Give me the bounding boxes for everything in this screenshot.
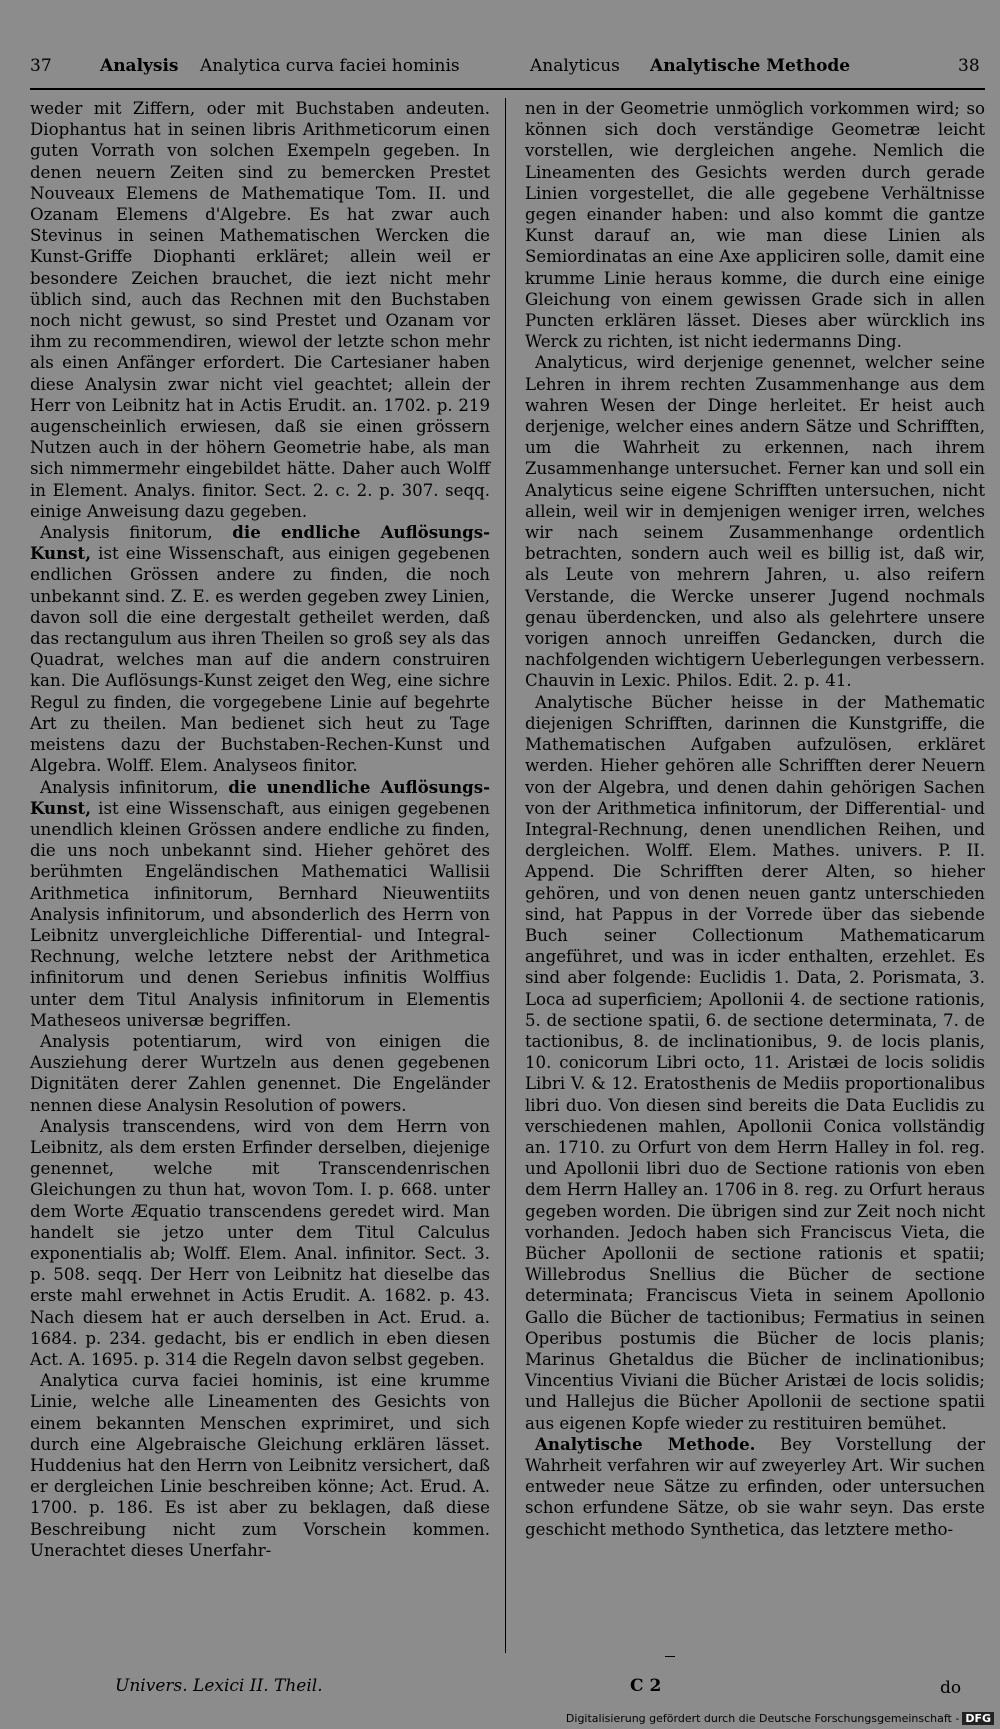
entry-lemma: Analytische Bücher [535,692,712,712]
page-footer [30,1676,985,1706]
entry-gloss: Analytische Methode. [535,1433,756,1454]
right-page-number: 38 [958,56,980,76]
entry-text: wird von einigen die Ausziehung derer Wurtzeln aus denen gegebenen Dignitäten derer Zahlen genennet. Die Engeländer nennen diese Analysin Resolution of powers. [30,1031,490,1115]
entry-text: nen in der Geometrie unmöglich vorkommen wird; so können sich doch verständige Geometræ leicht vorstellen, wie dergleichen angehe. Nemlich die Lineamenten des Gesichts werden durch gerade Linien vorgestellet, die alle gegebene Verhältnisse gegen einander haben: und also kommt die gantze Kunst darauf an, wie man diese Linien als Semiordinatas an eine Axe appliciren solle, damit eine krumme Linie heraus komme, die durch eine einige Gleichung von einem gewissen Grade sich in allen Puncten erklären lässet. Dieses aber würcklich ins Werck zu richten, ist nicht iedermanns Ding. [525,99,985,352]
entry-paragraph [30,1116,490,1370]
left-head-title: Analytica curva faciei hominis [200,56,460,76]
right-column [525,98,985,1540]
entry-paragraph [525,692,985,1434]
entry-paragraph [525,98,985,352]
column-divider [505,98,506,1653]
entry-paragraph [30,1370,490,1561]
entry-text: wird derjenige genennet, welcher seine Lehren in ihrem rechten Zusammenhange aus dem wahren Wesen der Dinge herleitet. Er heist auch derjenige, welcher eines andern Sätze und Schrifften, um die Wahrheit zu erkennen, nach ihrem Zusammenhange untersuchet. Ferner kan und soll ein Analyticus seine eigene Schrifften untersuchen, nicht allein, weil wir in demjenigen weniger irren, welches wir nach seinem Zusammenhange ordentlich betrachten, sondern auch weil es billig ist, daß wir, als Leute von mehrern Jahren, u. also reifern Verstande, die Wercke unserer Jugend nochmals genau überdencken, und also als gelehrtere unsere vorigen annoch unreiffen Gedancken, durch die nachfolgenden wichtigern Ueberlegungen verbessern. Chauvin in Lexic. Philos. Edit. 2. p. 41. [525,353,985,691]
entry-paragraph [30,1031,490,1116]
left-head-word: Analysis [100,56,179,76]
entry-text: ist eine krumme Linie, welche alle Lineamenten des Gesichts von einem bekannten Menschen exprimiret, und sich durch eine Algebraische Gleichung erklären lässet. Huddenius hat den Herrn von Leibnitz versichert, daß er dergleichen Linie beschreiben könne; Act. Erud. A. 1700. p. 186. Es ist aber zu beklagen, daß diese Beschreibung nicht zum Vorschein kommen. Unerachtet dieses Unerfahr- [30,1371,490,1560]
left-column [30,98,490,1561]
entry-lemma: Analysis finitorum, [40,523,213,543]
entry-paragraph [525,1434,985,1540]
entry-paragraph [30,777,490,1031]
entry-text: heisse in der Mathematic diejenigen Schrifften, darinnen die Kunstgriffe, die Mathematischen Aufgaben aufzulösen, erkläret werden. Hieher gehören alle Schrifften derer Neuern von der Algebra, und denen dahin gehörigen Sachen von der Arithmetica infinitorum, der Differential- und Integral-Rechnung, denen unendlichen Reihen, und dergleichen. Wolff. Elem. Mathes. univers. P. II. Append. Die Schrifften derer Alten, so hieher gehören, und von denen neuen gantz unterschieden sind, hat Pappus in der Vorrede über das siebende Buch seiner Collectionum Mathematicarum angeführet, und was in icder enthalten, erzehlet. Es sind aber folgende: Euclidis 1. Data, 2. Porismata, 3. Loca ad superficiem; Apollonii 4. de sectione rationis, 5. de sectione spatii, 6. de sectione determinata, 7. de tactionibus, 8. de inclinationibus, 9. de locis planis, 10. conicorum Libri octo, 11. Aristæi de locis solidis Libri V. & 12. Eratosthenis de Mediis proportionalibus libri duo. Von diesen sind bereits die Data Euclidis zu verschiedenen mahlen, Apollonii Conica vollständig an. 1710. zu Orfurt von dem Herrn Halley in fol. reg. und Apollonii libri duo de Sectione rationis von eben dem Herrn Halley an. 1706 in 8. reg. zu Orfurt heraus gegeben worden. Die übrigen sind zur Zeit noch nicht vorhanden. Jedoch haben sich Franciscus Vieta, die Bücher Apollonii de sectione rationis et spatii; Willebrodus Snellius die Bücher de sectione determinata; Franciscus Vieta in seinem Apollonio Gallo die Bücher de tactionibus; Fermatius in seinen Operibus postumis die Bücher de locis planis; Marinus Ghetaldus die Bücher de inclinationibus; Vincentius Viviani die Bücher Aristæi de locis solidis; und Hallejus die Bücher Apollonii de sectione spatii aus eigenen Kopfe wieder zu restituiren bemühet. [525,692,985,1433]
entry-text: Bey Vorstellung der Wahrheit verfahren wir auf zweyerley Art. Wir suchen entweder neue Sätze zu erfinden, oder untersuchen schon erfundene Sätze, ob sie wahr seyn. Das erste geschicht methodo Synthetica, das letztere metho- [525,1434,985,1539]
signature-line: Univers. Lexici II. Theil. [115,1676,323,1696]
dfg-logo: DFG [962,1712,994,1725]
entry-lemma: Analysis transcendens, [40,1116,241,1136]
entry-lemma: Analysis infinitorum, [40,777,219,797]
entry-paragraph [30,98,490,522]
digitization-credit [566,1712,994,1725]
entry-lemma: Analytica curva faciei hominis, [40,1371,324,1391]
entry-text: ist eine Wissenschaft, aus einigen gegebenen unendlich kleinen Grössen andere endliche zu finden, die uns noch unbekannt sind. Hieher gehöret des berühmten Engeländischen Mathematici Wallisii Arithmetica infinitorum, Bernhard Nieuwentiits Analysis infinitorum, und absonderlich des Herrn von Leibnitz unvergleichliche Differential- und Integral-Rechnung, welche letztere nebst der Arithmetica infinitorum und denen Seriebus infinitis Wolffius unter dem Titul Analysis infinitorum in Elementis Matheseos universæ begriffen. [30,798,490,1030]
book-page [30,48,985,1698]
entry-text: ist eine Wissenschaft, aus einigen gegebenen endlichen Grössen andere zu finden, die noch unbekannt sind. Z. E. es werden gegeben zwey Linien, davon soll die eine dergestalt getheilet werden, daß das rectangulum aus ihren Theilen so groß sey als das Quadrat, welches man auf die andern construiren kan. Die Auflösungs-Kunst zeiget den Weg, eine sichre Regul zu finden, die vorgegebene Linie auf begehrte Art zu theilen. Man bedienet sich heut zu Tage meistens dazu der Buchstaben-Rechen-Kunst und Algebra. Wolff. Elem. Analyseos finitor. [30,544,490,776]
entry-paragraph [30,522,490,776]
running-head [30,48,985,90]
entry-text: weder mit Ziffern, oder mit Buchstaben andeuten. Diophantus hat in seinen libris Arithmeticorum einen guten Vorrath von solchen Exempeln gegeben. In denen neuern Zeiten sind zu bemercken Prestet Nouveaux Elemens de Mathematique Tom. II. und Ozanam Elemens d'Algebre. Es hat zwar auch Stevinus in seinen Mathematischen Wercken die Kunst-Griffe Diophanti erkläret; allein weil er besondere Zeichen brauchet, die iezt nicht mehr üblich sind, auch das Rechnen mit den Buchstaben noch nicht gewust, so sind Prestet und Ozanam vor ihm zu recommendiren, wiewol der letzte schon mehr als einen Anfänger erfordert. Die Cartesianer haben diese Analysin zwar nicht viel geachtet; allein der Herr von Leibnitz hat in Actis Erudit. an. 1702. p. 219 augenscheinlich erwiesen, daß sie einen grössern Nutzen auch in der höhern Geometrie habe, als man sich nimmermehr eingebildet hätte. Daher auch Wolff in Element. Analys. finitor. Sect. 2. c. 2. p. 307. seqq. einige Anweisung dazu gegeben. [30,99,490,521]
entry-gloss: die unendliche Auflösungs-Kunst, [30,776,490,818]
catchword: do [940,1678,962,1698]
right-head-word: Analyticus [530,56,620,76]
entry-paragraph [525,352,985,691]
entry-gloss: die endliche Auflösungs-Kunst, [30,522,491,564]
credit-text: Digitalisierung gefördert durch die Deutsche Forschungsgemeinschaft - [565,1712,960,1725]
gathering-mark: C 2 [630,1676,662,1696]
ornament-dash [665,1656,675,1657]
entry-lemma: Analyticus, [535,353,628,373]
entry-lemma: Analysis potentiarum, [40,1031,242,1051]
entry-text: wird von dem Herrn von Leibnitz, als dem ersten Erfinder derselben, diejenige genennet, welche mit Transcendenrischen Gleichungen zu thun hat, wovon Tom. I. p. 668. unter dem Worte Æquatio transcendens geredet wird. Man handelt sie jetzo unter dem Titul Calculus exponentialis ab; Wolff. Elem. Anal. infinitor. Sect. 3. p. 508. seqq. Der Herr von Leibnitz hat dieselbe das erste mahl erwehnet in Actis Erudit. A. 1682. p. 43. Nach diesem hat er auch derselben in Act. Erud. a. 1684. p. 234. gedacht, bis er endlich in eben diesen Act. A. 1695. p. 314 die Regeln davon selbst gegeben. [30,1116,491,1369]
right-head-title: Analytische Methode [650,56,851,76]
left-page-number: 37 [30,56,52,76]
